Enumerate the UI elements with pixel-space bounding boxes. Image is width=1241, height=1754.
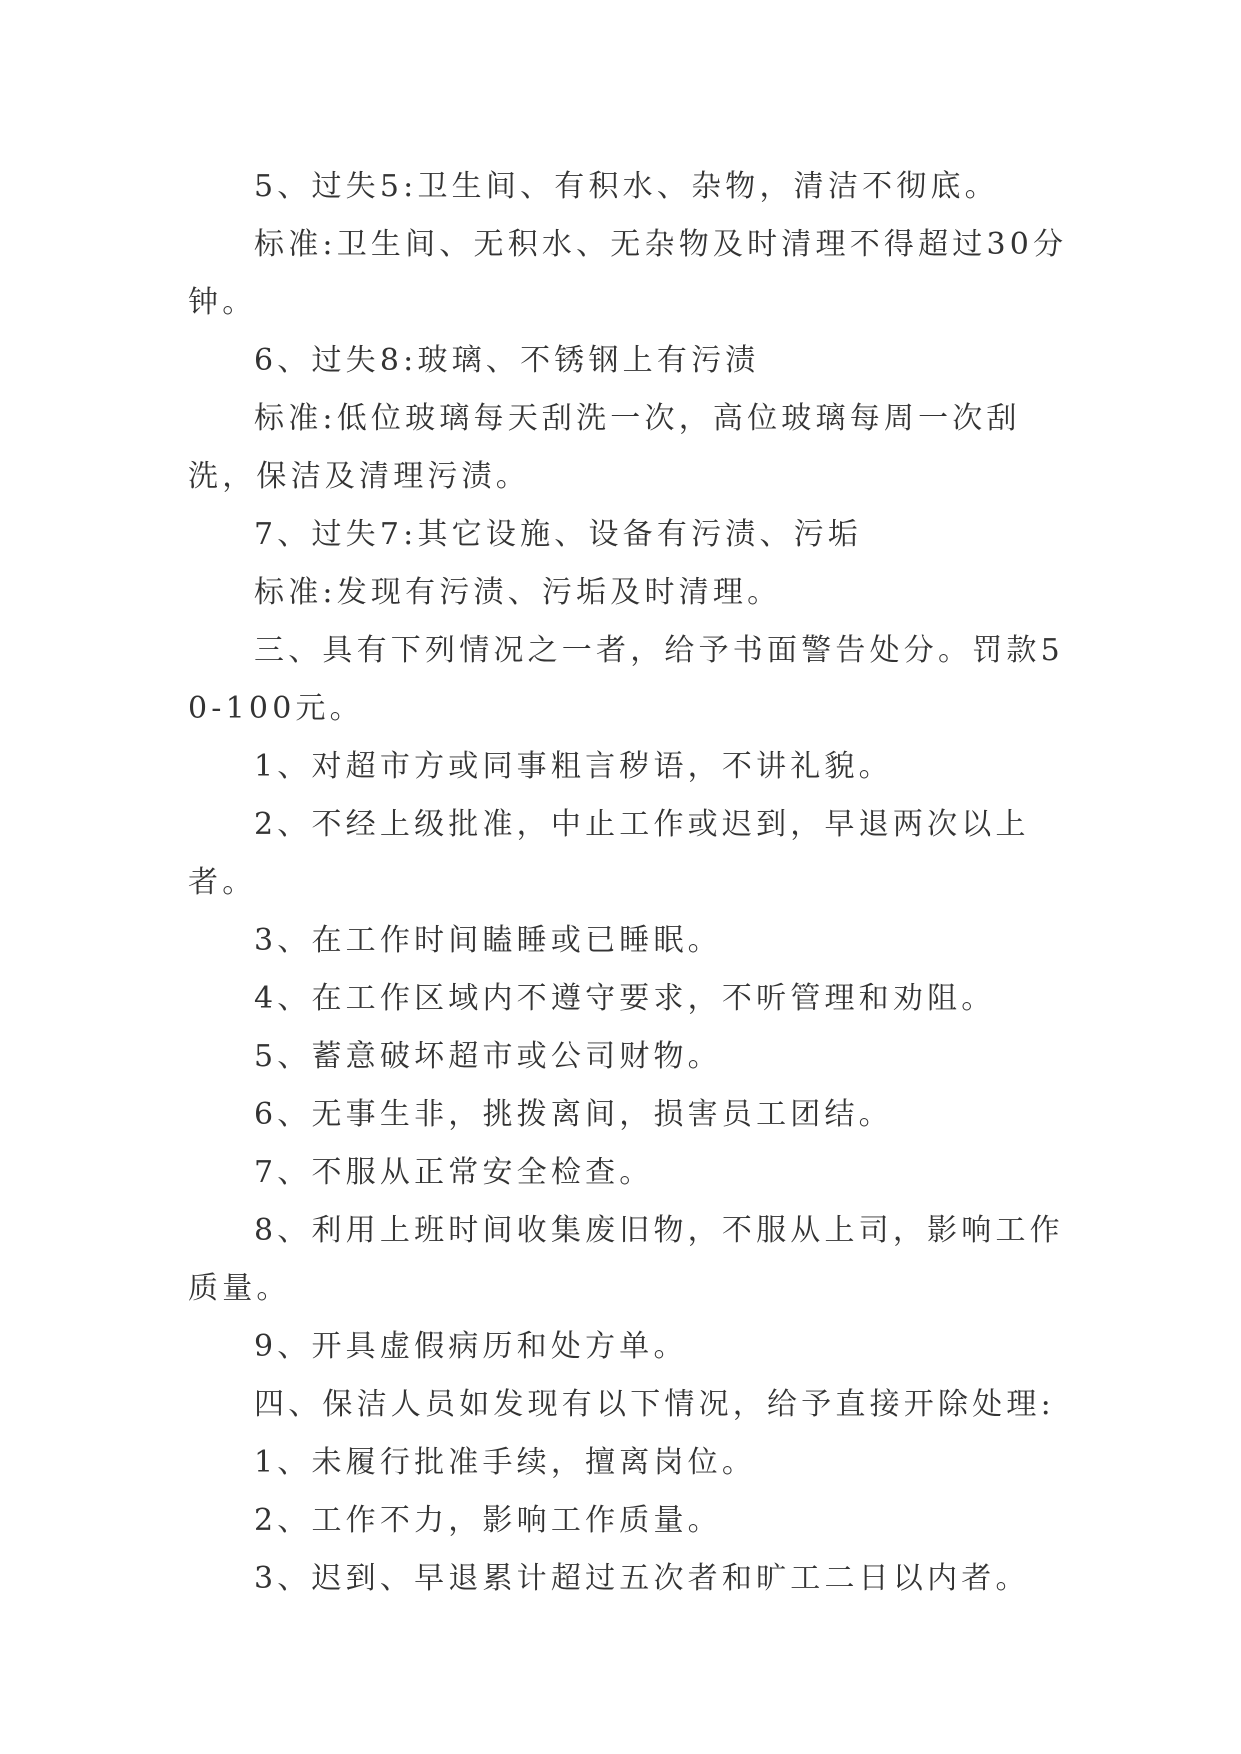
paragraph: 6、过失8:玻璃、不锈钢上有污渍 bbox=[254, 343, 760, 378]
paragraph: 2、不经上级批准，中止工作或迟到，早退两次以上者。 bbox=[188, 807, 1030, 900]
paragraph: 标准:发现有污渍、污垢及时清理。 bbox=[254, 575, 782, 610]
paragraph: 2、工作不力，影响工作质量。 bbox=[254, 1503, 722, 1538]
paragraph: 1、未履行批准手续，擅离岗位。 bbox=[254, 1445, 757, 1480]
paragraph: 5、蓄意破坏超市或公司财物。 bbox=[254, 1039, 722, 1074]
paragraph: 标准:低位玻璃每天刮洗一次，高位玻璃每周一次刮洗，保洁及清理污渍。 bbox=[188, 401, 1021, 494]
document-body bbox=[188, 158, 1068, 1608]
paragraph: 3、迟到、早退累计超过五次者和旷工二日以内者。 bbox=[254, 1561, 1030, 1596]
paragraph: 标准:卫生间、无积水、无杂物及时清理不得超过30分钟。 bbox=[188, 227, 1068, 320]
paragraph: 9、开具虚假病历和处方单。 bbox=[254, 1329, 688, 1364]
paragraph: 6、无事生非，挑拨离间，损害员工团结。 bbox=[254, 1097, 893, 1132]
paragraph: 3、在工作时间瞌睡或已睡眠。 bbox=[254, 923, 722, 958]
paragraph: 4、在工作区域内不遵守要求，不听管理和劝阻。 bbox=[254, 981, 996, 1016]
paragraph: 5、过失5:卫生间、有积水、杂物，清洁不彻底。 bbox=[254, 169, 999, 204]
paragraph: 四、保洁人员如发现有以下情况，给予直接开除处理: bbox=[254, 1387, 1055, 1422]
paragraph: 8、利用上班时间收集废旧物，不服从上司，影响工作质量。 bbox=[188, 1213, 1064, 1306]
paragraph: 三、具有下列情况之一者，给予书面警告处分。罚款50-100元。 bbox=[188, 633, 1064, 726]
paragraph: 7、过失7:其它设施、设备有污渍、污垢 bbox=[254, 517, 863, 552]
paragraph: 1、对超市方或同事粗言秽语，不讲礼貌。 bbox=[254, 749, 893, 784]
paragraph: 7、不服从正常安全检查。 bbox=[254, 1155, 654, 1190]
